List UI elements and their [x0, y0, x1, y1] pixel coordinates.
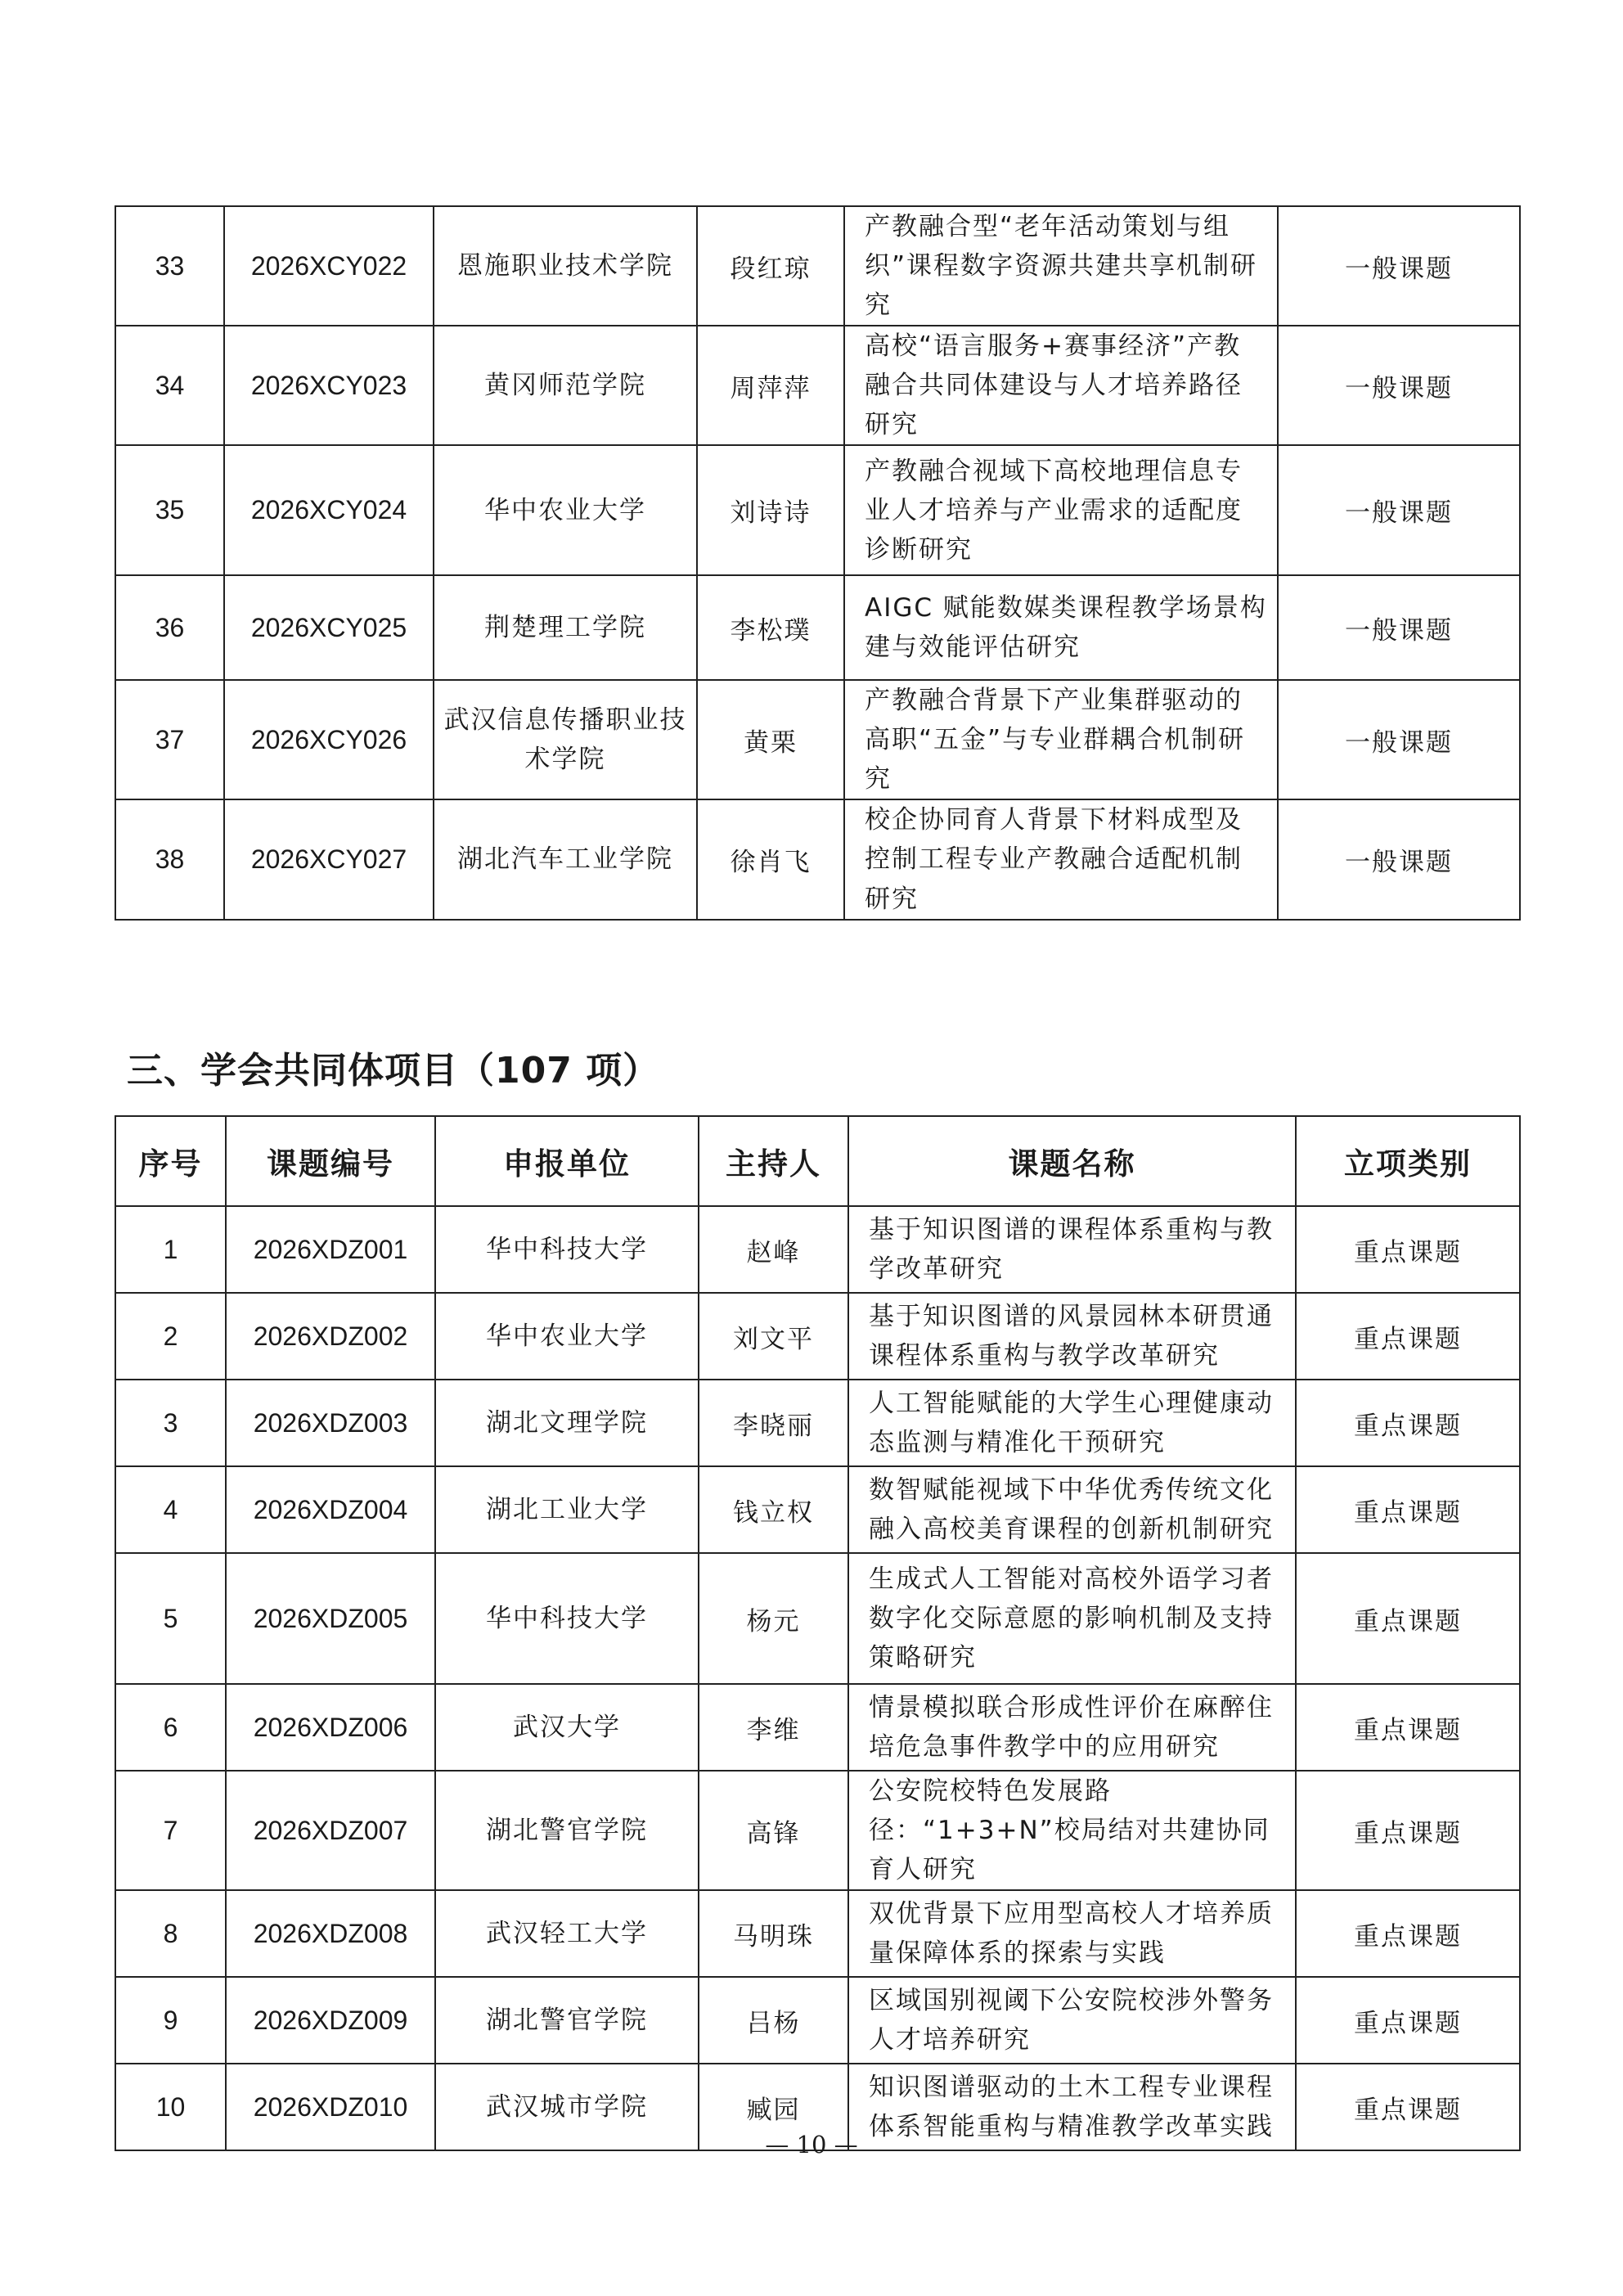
- applicant-unit: 华中农业大学: [434, 445, 697, 575]
- project-title: 校企协同育人背景下材料成型及控制工程专业产教融合适配机制研究: [844, 799, 1278, 919]
- table-row: [115, 680, 1520, 799]
- project-leader: 黄栗: [697, 680, 844, 799]
- project-category: 一般课题: [1278, 680, 1520, 799]
- project-code: 2026XCY027: [224, 799, 434, 919]
- project-code: 2026XDZ004: [226, 1466, 435, 1553]
- applicant-unit: 湖北警官学院: [435, 1771, 699, 1890]
- project-leader: 马明珠: [699, 1890, 848, 1977]
- table-row: [115, 445, 1520, 575]
- project-code: 2026XDZ005: [226, 1553, 435, 1684]
- project-leader: 李松璞: [697, 575, 844, 680]
- applicant-unit: 湖北汽车工业学院: [434, 799, 697, 919]
- table-row: [115, 1380, 1520, 1466]
- header-no: 序号: [115, 1116, 226, 1206]
- row-number: 9: [115, 1977, 226, 2064]
- row-number: 7: [115, 1771, 226, 1890]
- table-row: [115, 575, 1520, 680]
- header-code: 课题编号: [226, 1116, 435, 1206]
- applicant-unit: 武汉轻工大学: [435, 1890, 699, 1977]
- project-leader: 吕杨: [699, 1977, 848, 2064]
- applicant-unit: 湖北工业大学: [435, 1466, 699, 1553]
- page-number: — 10 —: [765, 2131, 858, 2159]
- row-number: 37: [115, 680, 224, 799]
- project-category: 重点课题: [1296, 1553, 1520, 1684]
- applicant-unit: 武汉城市学院: [435, 2064, 699, 2150]
- project-leader: 李维: [699, 1684, 848, 1771]
- project-category: 重点课题: [1296, 1890, 1520, 1977]
- project-title: 区域国别视阈下公安院校涉外警务人才培养研究: [848, 1977, 1296, 2064]
- project-code: 2026XDZ003: [226, 1380, 435, 1466]
- project-category: 一般课题: [1278, 445, 1520, 575]
- project-title: 生成式人工智能对高校外语学习者数字化交际意愿的影响机制及支持策略研究: [848, 1553, 1296, 1684]
- row-number: 5: [115, 1553, 226, 1684]
- project-category: 重点课题: [1296, 1684, 1520, 1771]
- project-category: 一般课题: [1278, 206, 1520, 326]
- project-title: 高校“语言服务+赛事经济”产教融合共同体建设与人才培养路径研究: [844, 326, 1278, 445]
- row-number: 10: [115, 2064, 226, 2150]
- applicant-unit: 华中农业大学: [435, 1293, 699, 1380]
- section-heading: 三、学会共同体项目（107 项）: [127, 1050, 660, 1092]
- applicant-unit: 荆楚理工学院: [434, 575, 697, 680]
- applicant-unit: 恩施职业技术学院: [434, 206, 697, 326]
- project-category: 一般课题: [1278, 575, 1520, 680]
- project-title: 基于知识图谱的课程体系重构与教学改革研究: [848, 1206, 1296, 1293]
- table-row: [115, 1553, 1520, 1684]
- applicant-unit: 华中科技大学: [435, 1206, 699, 1293]
- project-code: 2026XDZ001: [226, 1206, 435, 1293]
- project-code: 2026XCY026: [224, 680, 434, 799]
- project-leader: 杨元: [699, 1553, 848, 1684]
- project-title: 产教融合背景下产业集群驱动的高职“五金”与专业群耦合机制研究: [844, 680, 1278, 799]
- project-leader: 周萍萍: [697, 326, 844, 445]
- table-row: [115, 1293, 1520, 1380]
- project-code: 2026XCY024: [224, 445, 434, 575]
- table-header-row: [115, 1116, 1520, 1206]
- table-row: [115, 206, 1520, 326]
- row-number: 36: [115, 575, 224, 680]
- project-code: 2026XCY025: [224, 575, 434, 680]
- project-title: 公安院校特色发展路径：“1+3+N”校局结对共建协同育人研究: [848, 1771, 1296, 1890]
- header-category: 立项类别: [1296, 1116, 1520, 1206]
- project-category: 一般课题: [1278, 326, 1520, 445]
- project-leader: 段红琼: [697, 206, 844, 326]
- table-row: [115, 1977, 1520, 2064]
- project-title: 人工智能赋能的大学生心理健康动态监测与精准化干预研究: [848, 1380, 1296, 1466]
- row-number: 2: [115, 1293, 226, 1380]
- project-code: 2026XDZ009: [226, 1977, 435, 2064]
- applicant-unit: 武汉大学: [435, 1684, 699, 1771]
- row-number: 38: [115, 799, 224, 919]
- header-title: 课题名称: [848, 1116, 1296, 1206]
- society-community-project-table: [115, 1115, 1521, 2151]
- project-code: 2026XDZ006: [226, 1684, 435, 1771]
- table-row: [115, 1890, 1520, 1977]
- project-category: 重点课题: [1296, 1466, 1520, 1553]
- table-row: [115, 1771, 1520, 1890]
- project-leader: 钱立权: [699, 1466, 848, 1553]
- row-number: 3: [115, 1380, 226, 1466]
- row-number: 1: [115, 1206, 226, 1293]
- project-title: 双优背景下应用型高校人才培养质量保障体系的探索与实践: [848, 1890, 1296, 1977]
- project-title: 基于知识图谱的风景园林本研贯通课程体系重构与教学改革研究: [848, 1293, 1296, 1380]
- table-row: [115, 799, 1520, 919]
- project-title: 产教融合型“老年活动策划与组织”课程数字资源共建共享机制研究: [844, 206, 1278, 326]
- row-number: 35: [115, 445, 224, 575]
- applicant-unit: 湖北警官学院: [435, 1977, 699, 2064]
- project-category: 重点课题: [1296, 1293, 1520, 1380]
- project-title: 产教融合视域下高校地理信息专业人才培养与产业需求的适配度诊断研究: [844, 445, 1278, 575]
- applicant-unit: 黄冈师范学院: [434, 326, 697, 445]
- project-code: 2026XDZ002: [226, 1293, 435, 1380]
- project-leader: 高锋: [699, 1771, 848, 1890]
- table-row: [115, 326, 1520, 445]
- continued-project-table: [115, 205, 1521, 921]
- row-number: 33: [115, 206, 224, 326]
- project-code: 2026XDZ010: [226, 2064, 435, 2150]
- project-category: 一般课题: [1278, 799, 1520, 919]
- project-leader: 赵峰: [699, 1206, 848, 1293]
- applicant-unit: 武汉信息传播职业技术学院: [434, 680, 697, 799]
- table-row: [115, 1206, 1520, 1293]
- table-row: [115, 1466, 1520, 1553]
- applicant-unit: 华中科技大学: [435, 1553, 699, 1684]
- project-title: 知识图谱驱动的土木工程专业课程体系智能重构与精准教学改革实践: [848, 2064, 1296, 2150]
- project-title: 数智赋能视域下中华优秀传统文化融入高校美育课程的创新机制研究: [848, 1466, 1296, 1553]
- project-code: 2026XDZ008: [226, 1890, 435, 1977]
- row-number: 4: [115, 1466, 226, 1553]
- project-leader: 刘诗诗: [697, 445, 844, 575]
- row-number: 8: [115, 1890, 226, 1977]
- project-leader: 臧园: [699, 2064, 848, 2150]
- row-number: 6: [115, 1684, 226, 1771]
- applicant-unit: 湖北文理学院: [435, 1380, 699, 1466]
- row-number: 34: [115, 326, 224, 445]
- project-leader: 刘文平: [699, 1293, 848, 1380]
- project-category: 重点课题: [1296, 2064, 1520, 2150]
- project-leader: 李晓丽: [699, 1380, 848, 1466]
- table-row: [115, 1684, 1520, 1771]
- project-code: 2026XCY023: [224, 326, 434, 445]
- project-leader: 徐肖飞: [697, 799, 844, 919]
- project-code: 2026XDZ007: [226, 1771, 435, 1890]
- project-category: 重点课题: [1296, 1206, 1520, 1293]
- project-category: 重点课题: [1296, 1977, 1520, 2064]
- project-category: 重点课题: [1296, 1380, 1520, 1466]
- project-title: 情景模拟联合形成性评价在麻醉住培危急事件教学中的应用研究: [848, 1684, 1296, 1771]
- header-person: 主持人: [699, 1116, 848, 1206]
- header-unit: 申报单位: [435, 1116, 699, 1206]
- project-category: 重点课题: [1296, 1771, 1520, 1890]
- project-code: 2026XCY022: [224, 206, 434, 326]
- project-title: AIGC 赋能数媒类课程教学场景构建与效能评估研究: [844, 575, 1278, 680]
